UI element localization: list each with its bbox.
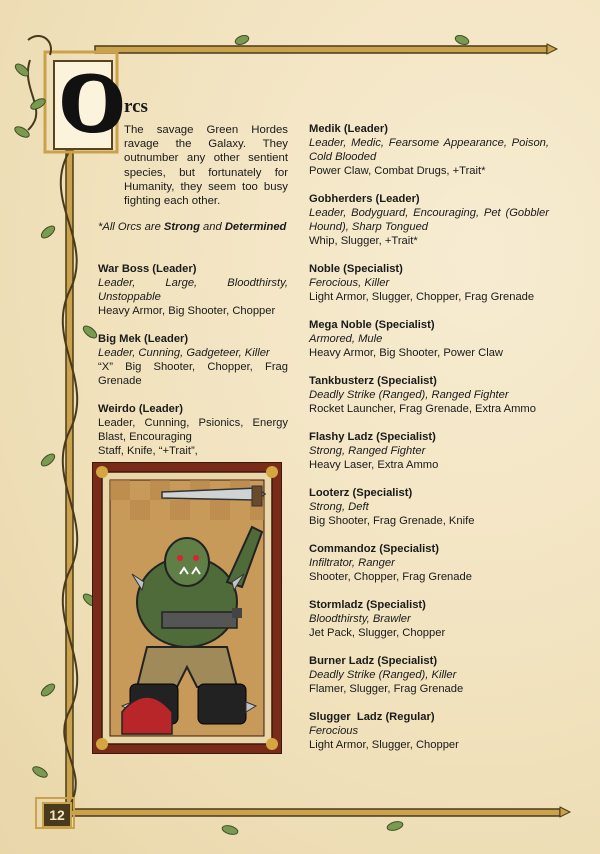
unit-traits: Leader, Large, Bloodthirsty, Unstoppable	[98, 277, 288, 303]
unit-name: Slugger Ladz (Regular)	[309, 711, 435, 723]
unit-entry	[309, 598, 549, 640]
dropcap-letter: O	[58, 55, 124, 148]
unit-name: Medik (Leader)	[309, 123, 388, 135]
unit-gear: Big Shooter, Frag Grenade, Knife	[309, 515, 475, 527]
unit-gear: Heavy Armor, Big Shooter, Power Claw	[309, 347, 503, 359]
unit-gear: Shooter, Chopper, Frag Grenade	[309, 571, 472, 583]
unit-gear: Leader, Cunning, Psionics, Energy Blast, Encouraging Staff, Knife, “+Trait”,	[98, 417, 288, 457]
unit-traits: Ferocious	[309, 725, 359, 737]
left-unit-list	[98, 262, 288, 472]
unit-name: Weirdo (Leader)	[98, 403, 183, 415]
unit-traits: Strong, Ranged Fighter	[309, 445, 426, 457]
unit-name: Commandoz (Specialist)	[309, 543, 439, 555]
unit-gear: Power Claw, Combat Drugs, +Trait*	[309, 165, 486, 177]
unit-gear: Light Armor, Slugger, Chopper, Frag Grenade	[309, 291, 535, 303]
unit-name: Mega Noble (Specialist)	[309, 319, 435, 331]
page-number: 12	[42, 802, 72, 828]
orc-illustration	[92, 462, 282, 754]
unit-traits: Infiltrator, Ranger	[309, 557, 395, 569]
unit-gear: Flamer, Slugger, Frag Grenade	[309, 683, 464, 695]
unit-traits: Armored, Mule	[309, 333, 383, 345]
unit-entry	[309, 486, 549, 528]
unit-entry	[309, 430, 549, 472]
unit-entry	[309, 374, 549, 416]
unit-traits: Strong, Deft	[309, 501, 369, 513]
page-title: rcs	[124, 96, 148, 117]
orc-traits-note: *All Orcs are Strong and Determined	[98, 221, 287, 233]
unit-entry	[309, 542, 549, 584]
unit-entry	[309, 262, 549, 304]
unit-gear: Rocket Launcher, Frag Grenade, Extra Ammo	[309, 403, 536, 415]
unit-name: War Boss (Leader)	[98, 263, 197, 275]
unit-gear: Heavy Armor, Big Shooter, Chopper	[98, 305, 276, 317]
unit-gear: Jet Pack, Slugger, Chopper	[309, 627, 446, 639]
unit-entry	[309, 710, 549, 752]
unit-entry	[309, 192, 549, 248]
unit-name: Burner Ladz (Specialist)	[309, 655, 438, 667]
right-unit-list	[309, 122, 549, 766]
unit-traits: Deadly Strike (Ranged), Ranged Fighter	[309, 389, 509, 401]
unit-traits: Bloodthirsty, Brawler	[309, 613, 411, 625]
unit-traits: Ferocious, Killer	[309, 277, 390, 289]
unit-entry	[309, 318, 549, 360]
unit-name: Gobherders (Leader)	[309, 193, 420, 205]
unit-name: Looterz (Specialist)	[309, 487, 413, 499]
unit-entry	[309, 654, 549, 696]
unit-traits: Leader, Bodyguard, Encouraging, Pet (Gobbler Hound), Sharp Tongued	[309, 207, 549, 233]
unit-gear: Heavy Laser, Extra Ammo	[309, 459, 439, 471]
unit-gear: “X” Big Shooter, Chopper, Frag Grenade	[98, 361, 288, 387]
unit-gear: Light Armor, Slugger, Chopper	[309, 739, 459, 751]
intro-paragraph: The savage Green Hordes ravage the Galaxy. They outnumber any other sentient species, but fortunately for Humanity, they seem too busy fighting each other.	[124, 124, 288, 208]
unit-entry	[98, 402, 288, 458]
unit-entry	[98, 262, 288, 318]
unit-entry	[98, 332, 288, 388]
unit-name: Stormladz (Specialist)	[309, 599, 426, 611]
unit-traits: Leader, Medic, Fearsome Appearance, Poison, Cold Blooded	[309, 137, 549, 163]
unit-name: Flashy Ladz (Specialist)	[309, 431, 436, 443]
unit-name: Tankbusterz (Specialist)	[309, 375, 437, 387]
unit-name: Big Mek (Leader)	[98, 333, 189, 345]
unit-traits: Leader, Cunning, Gadgeteer, Killer	[98, 347, 270, 359]
unit-entry	[309, 122, 549, 178]
unit-name: Noble (Specialist)	[309, 263, 403, 275]
unit-gear: Whip, Slugger, +Trait*	[309, 235, 418, 247]
unit-traits: Deadly Strike (Ranged), Killer	[309, 669, 457, 681]
